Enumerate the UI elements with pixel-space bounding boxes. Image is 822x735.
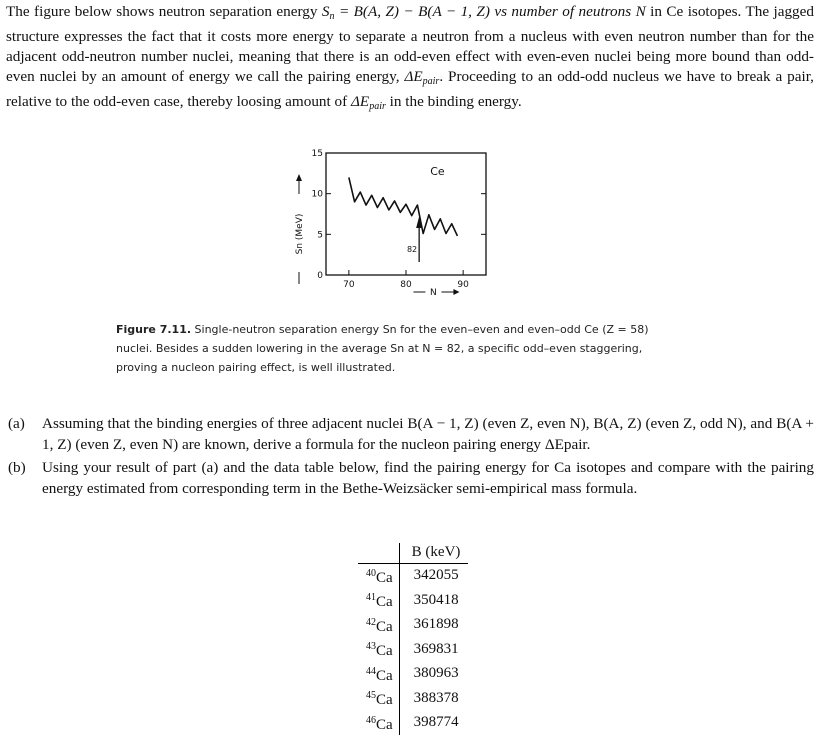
symbol-epair-2-sub: pair	[369, 101, 386, 112]
table-row	[358, 711, 468, 735]
question-a-text: Assuming that the binding energies of three adjacent nuclei B(A − 1, Z) (even Z, even N), B(A, Z) (even Z, odd N), and B(A + 1, Z) (even Z, even N) are known, derive a formula for the nucleon pairing energy ΔEpair.	[42, 413, 814, 455]
x-tick-label: 90	[457, 280, 469, 290]
table-row	[358, 637, 468, 662]
question-b-label: (b)	[6, 457, 42, 499]
y-tick-label: 5	[317, 230, 323, 240]
intro-text-2: in Ce isotopes. The jagged structure expresses the fact that it costs more energy to separate a neutron from a nucleus with even neutron number than for the adjacent odd-neutron number nuclei, meaning that there is an odd-even effect with even-even nuclei being more bound than odd-even nuclei by an amount of energy we call the pairing energy,	[6, 3, 814, 85]
x-tick-label: 80	[400, 280, 412, 290]
mass-number: 46	[366, 715, 376, 726]
element-symbol: Ca	[376, 643, 393, 659]
element-symbol: Ca	[376, 692, 393, 708]
table-row	[358, 686, 468, 711]
element-symbol: Ca	[376, 619, 393, 635]
symbol-sn: S	[322, 3, 330, 20]
isotope-cell	[358, 588, 399, 613]
element-symbol: Ca	[376, 570, 393, 586]
table-header-blank	[358, 543, 399, 563]
symbol-n: N	[636, 3, 646, 20]
chart-frame	[326, 153, 486, 275]
binding-value: 398774	[399, 711, 468, 735]
binding-value: 388378	[399, 686, 468, 711]
binding-value: 350418	[399, 588, 468, 613]
binding-value: 342055	[399, 563, 468, 588]
n82-marker-label: 82	[407, 245, 417, 254]
symbol-epair-2: ΔE	[351, 93, 369, 110]
chart-svg	[280, 145, 500, 305]
isotope-cell	[358, 563, 399, 588]
symbol-sn-sub: n	[330, 11, 335, 22]
intro-text-3: . Proceeding to an odd-odd nucleus we have to break a pair, relative to the odd-even case, thereby loosing amount of	[6, 68, 814, 110]
figure-chart	[280, 145, 500, 305]
y-tick-label: 0	[317, 271, 323, 281]
symbol-epair: ΔE	[404, 68, 422, 85]
symbol-epair-sub: pair	[423, 76, 440, 87]
table-row	[358, 563, 468, 588]
table-row	[358, 662, 468, 687]
mass-number: 43	[366, 641, 376, 652]
ylabel-arrow-head	[296, 174, 302, 181]
x-axis-label: N	[430, 288, 437, 298]
question-a-label: (a)	[6, 413, 42, 455]
mass-number: 42	[366, 617, 376, 628]
question-a	[6, 413, 814, 455]
element-symbol: Ca	[376, 668, 393, 684]
mass-number: 40	[366, 568, 376, 579]
isotope-cell	[358, 686, 399, 711]
mass-number: 44	[366, 666, 376, 677]
isotope-cell	[358, 613, 399, 638]
mass-number: 41	[366, 592, 376, 603]
intro-text-1: The figure below shows neutron separation energy	[6, 3, 322, 20]
element-symbol: Ca	[376, 717, 393, 733]
question-list	[6, 413, 814, 501]
chart-annotation: Ce	[430, 165, 445, 178]
table-row	[358, 588, 468, 613]
isotope-cell	[358, 662, 399, 687]
table-header-b: B (keV)	[399, 543, 468, 563]
y-tick-label: 15	[312, 149, 323, 159]
mass-number: 45	[366, 690, 376, 701]
figure-caption	[116, 320, 676, 377]
x-tick-label: 70	[343, 280, 355, 290]
question-b	[6, 457, 814, 499]
isotope-cell	[358, 711, 399, 735]
table-header-row	[358, 543, 468, 563]
y-tick-label: 10	[312, 190, 324, 200]
caption-text: Single-neutron separation energy Sn for the even–even and even–odd Ce (Z = 58) nuclei. Besides a sudden lowering in the average Sn at N = 82, a specific odd–even staggering, proving a nucleon pairing effect, is well illustrated.	[116, 323, 649, 374]
isotope-cell	[358, 637, 399, 662]
binding-value: 361898	[399, 613, 468, 638]
intro-text-4: in the binding energy.	[386, 93, 522, 110]
binding-energy-table	[358, 543, 468, 735]
intro-formula: = B(A, Z) − B(A − 1, Z) vs number of neutrons	[335, 3, 636, 20]
question-b-text: Using your result of part (a) and the data table below, find the pairing energy for Ca isotopes and compare with the pairing energy estimated from corresponding term in the Bethe-Weizsäcker semi-empirical mass formula.	[42, 457, 814, 499]
y-axis-label: Sn (MeV)	[295, 214, 305, 255]
table-row	[358, 613, 468, 638]
binding-value: 369831	[399, 637, 468, 662]
binding-value: 380963	[399, 662, 468, 687]
series-line	[349, 177, 458, 236]
caption-label: Figure 7.11.	[116, 323, 191, 336]
element-symbol: Ca	[376, 594, 393, 610]
intro-paragraph	[6, 2, 814, 117]
